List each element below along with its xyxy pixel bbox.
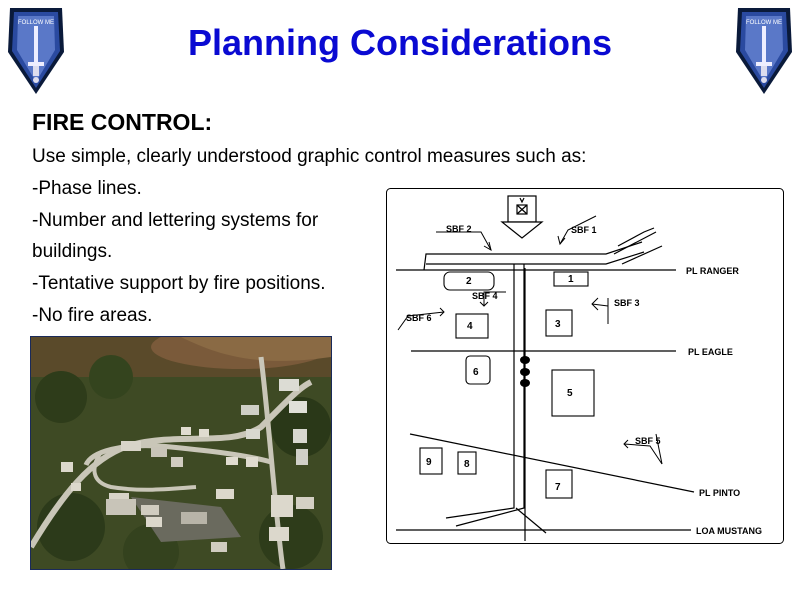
building-label: 4 — [467, 321, 473, 332]
body-line: -Phase lines. — [32, 178, 142, 199]
building-label: 8 — [464, 459, 470, 470]
body-line: -Tentative support by fire positions. — [32, 273, 326, 294]
building-label: 1 — [568, 274, 574, 285]
sbf-label: SBF 6 — [406, 313, 432, 323]
phase-line-label: PL RANGER — [686, 266, 739, 276]
building-label: 5 — [567, 388, 573, 399]
building-label: 2 — [466, 276, 472, 287]
body-line: -No fire areas. — [32, 305, 153, 326]
sbf-label: SBF 3 — [614, 298, 640, 308]
slide-title: Planning Considerations — [187, 22, 613, 63]
sbf-label: SBF 2 — [446, 224, 472, 234]
building-label: 6 — [473, 367, 479, 378]
building-label: 9 — [426, 457, 432, 468]
phase-line-label: PL EAGLE — [688, 347, 733, 357]
body-line: Use simple, clearly understood graphic control measures such as: — [32, 146, 587, 167]
logo-text: FOLLOW ME — [745, 20, 783, 26]
sbf-label: SBF 4 — [472, 291, 498, 301]
sbf-label: SBF 5 — [635, 436, 661, 446]
logo-text: FOLLOW ME — [17, 20, 55, 26]
sbf-label: SBF 1 — [571, 225, 597, 235]
phase-line-label: PL PINTO — [699, 488, 741, 498]
body-line: -Number and lettering systems for — [32, 210, 319, 231]
body-line: buildings. — [32, 241, 113, 262]
building-label: 7 — [555, 482, 561, 493]
phase-line-label: LOA MUSTANG — [696, 526, 762, 536]
aerial-photo — [30, 336, 332, 570]
building-label: 3 — [555, 319, 561, 330]
objective-sketch-diagram — [386, 188, 784, 544]
section-heading: FIRE CONTROL: — [32, 109, 213, 135]
